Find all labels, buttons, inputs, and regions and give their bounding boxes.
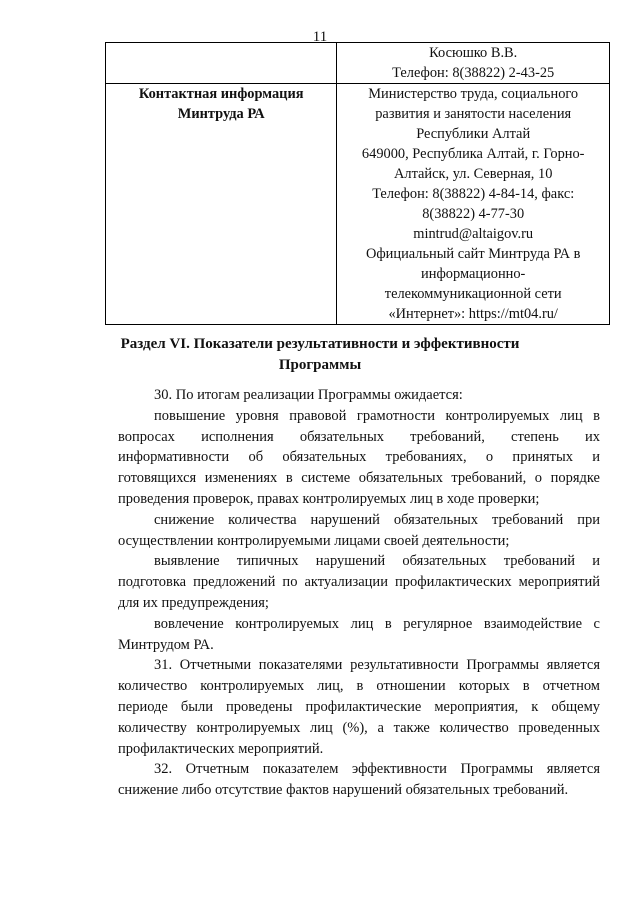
ministry-line: Министерство труда, социального xyxy=(368,86,579,102)
table-cell-value xyxy=(337,84,610,325)
text-line: 30. По итогам реализации Программы ожидается: xyxy=(154,387,463,403)
contact-person: Косюшко В.В. xyxy=(429,45,518,61)
email-line: mintrud@altaigov.ru xyxy=(413,226,534,242)
address-line: Алтайск, ул. Северная, 10 xyxy=(394,166,553,182)
contact-phone: Телефон: 8(38822) 2-43-25 xyxy=(392,65,555,81)
address-line: 649000, Республика Алтай, г. Горно- xyxy=(361,146,585,162)
ministry-line: Республики Алтай xyxy=(416,126,531,142)
body-text xyxy=(118,385,600,801)
text-line: готовящихся изменениях в системе обязательных требований, о порядке xyxy=(118,470,600,487)
section-title-line: Раздел VI. Показатели результативности и эффективности xyxy=(120,336,520,352)
paragraph-30-detection xyxy=(118,551,600,613)
text-line: повышение уровня правовой грамотности контролируемых лиц в xyxy=(154,407,600,424)
table-row xyxy=(106,43,610,84)
section-title-line: Программы xyxy=(278,357,362,373)
table-cell-label xyxy=(106,84,337,325)
table-cell-label xyxy=(106,43,337,84)
ministry-line: развития и занятости населения xyxy=(375,106,572,122)
paragraph-30-reduction xyxy=(118,510,600,552)
phone-fax-line: 8(38822) 4-77-30 xyxy=(422,206,525,222)
text-line: вовлечение контролируемых лиц в регулярное взаимодействие с xyxy=(154,615,600,632)
text-line: для их предупреждения; xyxy=(118,594,269,611)
text-line: подготовка предложений по актуализации профилактических мероприятий xyxy=(118,574,600,591)
text-line: вопросах исполнения обязательных требований, степень их xyxy=(118,428,600,445)
text-line: проведения проверок, правах контролируемых лиц в ходе проверки; xyxy=(118,490,540,507)
page-number: 11 xyxy=(312,29,328,45)
paragraph-30-legal-literacy xyxy=(118,406,600,510)
text-line: снижение либо отсутствие фактов нарушений обязательных требований. xyxy=(118,782,569,799)
text-line: снижение количества нарушений обязательных требований при xyxy=(154,511,600,528)
text-line: информативности об обязательных требованиях, о принятых и xyxy=(118,449,600,466)
text-line: выявление типичных нарушений обязательных требований и xyxy=(154,553,600,570)
text-line: количество контролируемых лиц, в отношении которых в отчетном xyxy=(118,678,600,695)
text-line: 32. Отчетным показателем эффективности Программы является xyxy=(154,761,600,778)
phone-fax-line: Телефон: 8(38822) 4-84-14, факс: xyxy=(372,186,575,202)
paragraph-30-involvement xyxy=(118,614,600,656)
table-row xyxy=(106,84,610,325)
website-line: «Интернет»: https://mt04.ru/ xyxy=(388,306,558,322)
website-line: Официальный сайт Минтруда РА в xyxy=(365,246,581,262)
website-line: телекоммуникационной сети xyxy=(384,286,562,302)
contact-table xyxy=(105,42,610,325)
text-line: профилактических мероприятий. xyxy=(118,740,324,757)
contact-label-line: Контактная информация xyxy=(138,86,304,102)
paragraph-32 xyxy=(118,759,600,801)
contact-label-line: Минтруда РА xyxy=(177,106,265,122)
text-line: 31. Отчетными показателями результативности Программы является xyxy=(154,657,600,674)
text-line: Минтрудом РА. xyxy=(118,636,214,653)
text-line: количеству контролируемых лиц (%), а также количество проведенных xyxy=(118,719,600,736)
table-cell-value xyxy=(337,43,610,84)
text-line: периоде были проведены профилактические мероприятия, к общему xyxy=(118,698,600,715)
paragraph-31 xyxy=(118,655,600,759)
paragraph-30 xyxy=(118,385,600,406)
text-line: осуществлении контролируемыми лицами своей деятельности; xyxy=(118,532,510,549)
website-line: информационно- xyxy=(421,266,526,282)
section-title xyxy=(80,334,560,376)
